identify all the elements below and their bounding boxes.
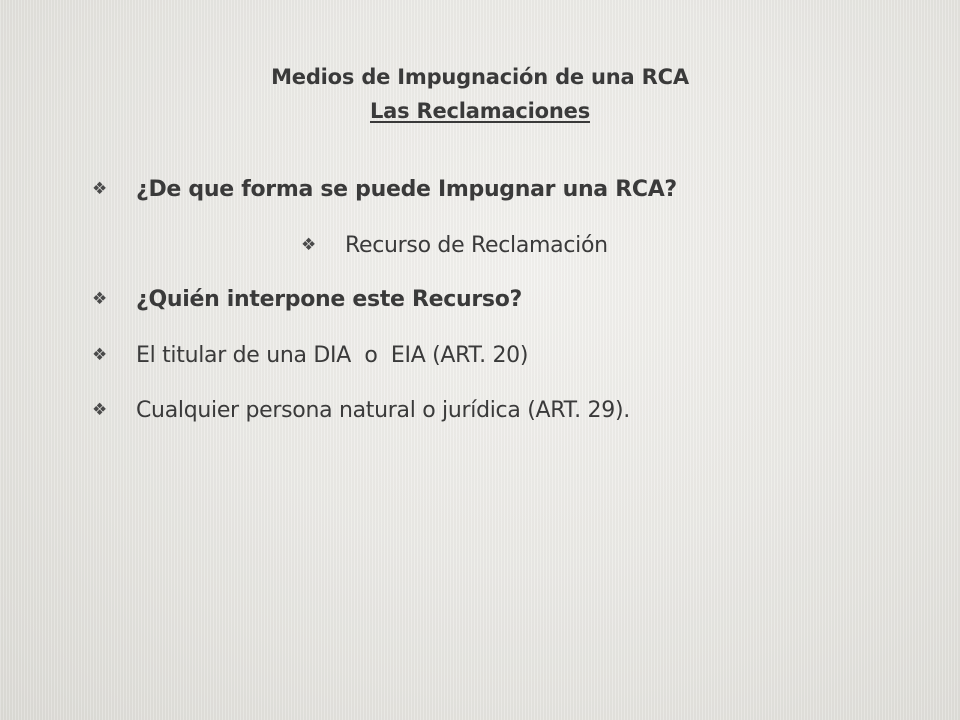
bullet-text: ¿De que forma se puede Impugnar una RCA?: [136, 177, 677, 202]
bullet-text: El titular de una DIA o EIA (ART. 20): [136, 343, 529, 368]
bullet-item: [92, 398, 630, 423]
four-petal-diamond-icon: ❖: [92, 345, 108, 365]
bullet-text: Recurso de Reclamación: [345, 233, 608, 258]
slide-title: Medios de Impugnación de una RCA: [271, 65, 689, 89]
slide-subtitle: Las Reclamaciones: [369, 99, 590, 123]
title-block: [0, 60, 960, 128]
bullet-text: ¿Quién interpone este Recurso?: [136, 287, 523, 312]
four-petal-diamond-icon: ❖: [92, 179, 108, 199]
four-petal-diamond-icon: ❖: [301, 235, 317, 255]
bullet-item: [92, 343, 528, 368]
bullet-item: [92, 177, 677, 202]
sub-bullet-item: [301, 233, 608, 258]
bullet-text: Cualquier persona natural o jurídica (ART. 29).: [136, 398, 630, 423]
bullet-item: [92, 287, 522, 312]
four-petal-diamond-icon: ❖: [92, 400, 108, 420]
four-petal-diamond-icon: ❖: [92, 289, 108, 309]
